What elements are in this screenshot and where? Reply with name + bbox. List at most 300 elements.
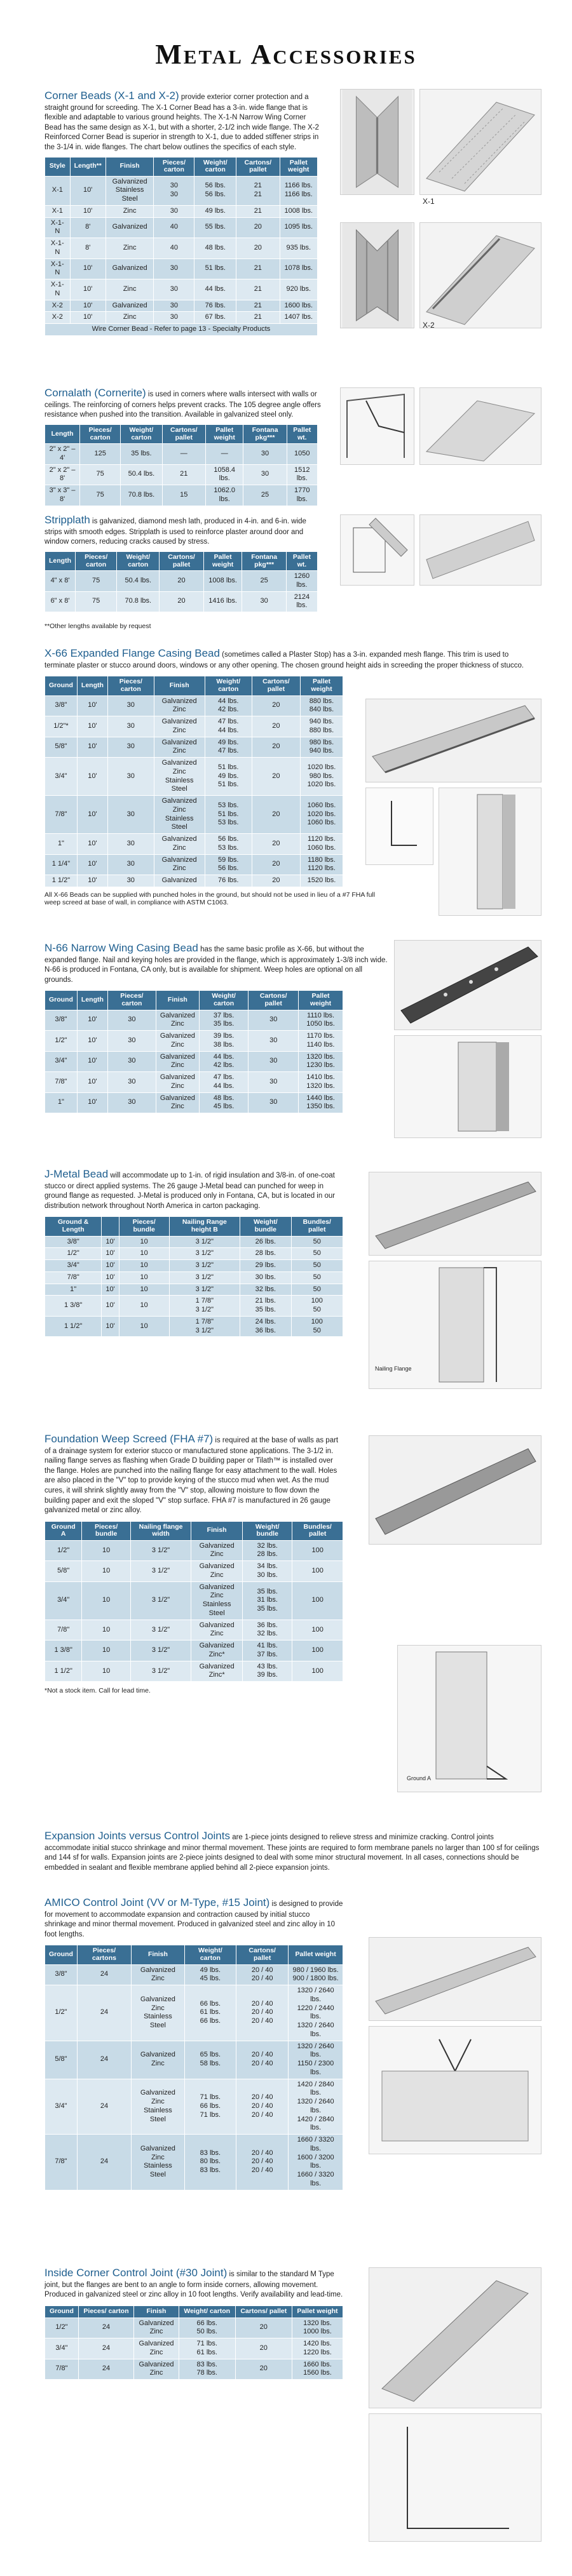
table-cell: Galvanized Zinc Stainless Steel [154, 758, 205, 796]
table-cell: 1 1/2" [45, 1316, 102, 1337]
table-cell: 1095 lbs. [280, 217, 317, 238]
table-cell: 1" [45, 1284, 102, 1296]
column-header: Pieces/ carton [154, 157, 194, 176]
n66-heading: N-66 Narrow Wing Casing Bead [44, 942, 198, 954]
table-cell: 21 [236, 300, 280, 312]
table-cell: 10' [70, 312, 106, 324]
table-row [45, 1236, 343, 1248]
table-cell: 59 lbs. 56 lbs. [205, 854, 252, 875]
table-cell: 65 lbs. 58 lbs. [184, 2041, 236, 2079]
table-cell: Galvanized Zinc [132, 1964, 185, 1985]
x66-footnote: All X-66 Beads can be supplied with punched holes in the ground, but should not be used in lieu of a #7 FHA full weep screed at base of wall, in compliance with ASTM C1063. [44, 890, 376, 906]
table-cell: Galvanized Zinc Stainless Steel [191, 1581, 243, 1620]
table-cell: 3 1/2" [169, 1260, 240, 1272]
table-cell: 36 lbs. 32 lbs. [243, 1620, 292, 1640]
table-cell: 1058.4 lbs. [205, 464, 243, 485]
table-row [45, 485, 318, 506]
table-cell: 5/8" [45, 2041, 78, 2079]
table-cell: 1/2" [45, 2318, 79, 2338]
table-cell: 3/4" [45, 758, 78, 796]
table-cell: 1008 lbs. [280, 205, 317, 217]
column-header: Nailing Range height B [169, 1217, 240, 1236]
table-cell: 10' [102, 1248, 119, 1260]
jmetal-photo [369, 1172, 541, 1256]
table-cell: 20 / 40 20 / 40 20 / 40 [236, 1985, 289, 2041]
table-row [45, 279, 318, 300]
table-cell: 29 lbs. [240, 1260, 291, 1272]
table-cell: 49 lbs. 45 lbs. [184, 1964, 236, 1985]
table-cell: Galvanized Zinc [156, 1092, 199, 1113]
table-cell: 8' [70, 238, 106, 259]
table-cell: 71 lbs. 66 lbs. 71 lbs. [184, 2079, 236, 2135]
table-cell: 21 [236, 258, 280, 279]
table-cell: 10 [119, 1316, 169, 1337]
table-cell: Galvanized Stainless Steel [106, 176, 154, 205]
table-cell: 1 3/8" [45, 1640, 82, 1661]
table-cell: 48 lbs. [194, 238, 236, 259]
table-cell: 10 [119, 1284, 169, 1296]
x1-caption: X-1 [423, 197, 435, 206]
table-cell: 3/8" [45, 1964, 78, 1985]
table-cell: 5/8" [45, 1561, 82, 1582]
table-cell: 1078 lbs. [280, 258, 317, 279]
column-header: Pieces/ cartons [77, 1945, 131, 1964]
x66-profile-diagram [365, 788, 433, 865]
table-cell: 30 lbs. [240, 1271, 291, 1284]
table-cell: 1 7/8" 3 1/2" [169, 1296, 240, 1317]
table-cell: 3 1/2" [130, 1620, 191, 1640]
column-header: Cartons/ pallet [236, 157, 280, 176]
expansion-text: are 1-piece joints designed to relieve stress and minimize cracking. Control joints accommodate initial stucco shrinkage and minor thermal movement. These joints are required to form membrane panels no larger than 100 sf for ceilings and 144 sf for walls. Expansion joints are 2-piece joints designed to deal with some minor structural movement. In all cases, connections should be embedded in sealant and flexible membrane applied behind all 2-piece expansion joints. [44, 1834, 540, 1872]
stripplath-table [44, 551, 318, 612]
x66-table [44, 676, 343, 887]
corner-bead-x1-photo [340, 89, 414, 195]
table-cell: 100 [292, 1620, 343, 1640]
amico-text: is designed to provide for movement to accommodate expansion and contraction caused by initial stucco shrinkage and minor thermal movement. Produced in galvanized steel and zinc alloy in 10 foot lengths. [44, 1900, 343, 1938]
table-cell: 4" x 8' [45, 571, 76, 592]
corner-bead-x2-closeup [419, 222, 541, 328]
table-cell: 26 lbs. [240, 1236, 291, 1248]
table-cell: 44 lbs. [194, 279, 236, 300]
column-header: Ground [45, 1945, 78, 1964]
table-note: Wire Corner Bead - Refer to page 13 - Specialty Products [45, 324, 318, 336]
table-cell: 7/8" [45, 2359, 79, 2380]
table-cell: 30 [107, 1051, 156, 1072]
table-row [45, 2338, 343, 2359]
table-cell: 10 [82, 1581, 131, 1620]
column-header: Ground [45, 991, 78, 1010]
table-row [45, 444, 318, 465]
table-cell: 980 lbs. 940 lbs. [300, 737, 343, 758]
column-header: Pallet wt. [287, 424, 317, 443]
table-cell: 10' [102, 1271, 119, 1284]
table-row [45, 258, 318, 279]
table-cell: 7/8" [45, 1271, 102, 1284]
table-cell: 980 / 1960 lbs. 900 / 1800 lbs. [289, 1964, 343, 1985]
n66-table [44, 990, 343, 1113]
table-cell: 10' [70, 258, 106, 279]
table-cell: 10' [70, 279, 106, 300]
table-cell: 10' [77, 737, 107, 758]
column-header: Length [77, 676, 107, 695]
table-cell: 75 [76, 591, 117, 612]
table-cell: Galvanized Zinc [134, 2318, 179, 2338]
column-header: Finish [132, 1945, 185, 1964]
table-cell: 21 [236, 279, 280, 300]
table-cell: 30 [107, 737, 154, 758]
inside-corner-section [44, 2266, 343, 2380]
table-cell: 10' [102, 1260, 119, 1272]
table-cell: 1770 lbs. [287, 485, 317, 506]
corner-beads-text: provide exterior corner protection and a straight ground for screeding. The X-1 Corner Bead has a 3-in. wide flange that is flexible and adaptable to various ground heights. The X-1-N Narrow Wing Corner Bead has the same design as X-1, but with a shorter, 2-1/2 inch wide flange. The X-2 Reinforced Corner Bead is superior in strength to X-1, due to added stiffener strips in the 3-1/4 in. wide flanges. The chart below outlines the specifics of each style. [44, 93, 319, 151]
table-cell: 30 [154, 312, 194, 324]
table-cell: 21 [162, 464, 205, 485]
table-cell: 83 lbs. 80 lbs. 83 lbs. [184, 2135, 236, 2190]
table-cell: 50 [291, 1260, 343, 1272]
table-cell: 3/8" [45, 1010, 78, 1031]
table-cell: 21 21 [236, 176, 280, 205]
table-cell: 10' [77, 1010, 107, 1031]
table-row [45, 2135, 343, 2190]
table-cell: 1" [45, 834, 78, 855]
stripplath-heading: Stripplath [44, 514, 90, 526]
column-header: Finish [134, 2305, 179, 2318]
table-cell: 30 [249, 1092, 299, 1113]
table-cell: 1 1/2" [45, 875, 78, 887]
table-cell: 1660 lbs. 1560 lbs. [292, 2359, 343, 2380]
table-cell: Zinc [106, 238, 154, 259]
table-cell: Galvanized Zinc [191, 1540, 243, 1561]
table-cell: 1410 lbs. 1320 lbs. [299, 1072, 343, 1093]
table-cell: 3/8" [45, 695, 78, 716]
table-cell: 30 [154, 279, 194, 300]
n66-text: has the same basic profile as X-66, but without the expanded flange. Nail and keying holes are provided in the flange, which is approximately 1-3/8 inch wide. N-66 is produced in Fontana, CA only, but is available for shipment. Weep holes are optional on all grounds. [44, 946, 388, 984]
cornalath-heading: Cornalath (Cornerite) [44, 387, 146, 399]
table-cell: 10 [119, 1260, 169, 1272]
table-cell: 100 [292, 1540, 343, 1561]
amico-heading: AMICO Control Joint (VV or M-Type, #15 Joint) [44, 1896, 270, 1909]
column-header: Weight/ bundle [243, 1521, 292, 1540]
table-cell: 1/2" [45, 1540, 82, 1561]
table-cell: 24 [77, 2079, 131, 2135]
table-cell: 10' [77, 716, 107, 737]
table-cell: 49 lbs. 47 lbs. [205, 737, 252, 758]
table-cell: 30 [107, 1092, 156, 1113]
table-cell: 71 lbs. 61 lbs. [179, 2338, 235, 2359]
table-cell: 10 [119, 1236, 169, 1248]
table-cell: 1320 lbs. 1000 lbs. [292, 2318, 343, 2338]
table-cell: 940 lbs. 880 lbs. [300, 716, 343, 737]
table-cell: 10' [77, 1051, 107, 1072]
table-row [45, 1985, 343, 2041]
table-cell: 21 lbs. 35 lbs. [240, 1296, 291, 1317]
table-cell: 49 lbs. [194, 205, 236, 217]
table-cell: 24 [77, 2041, 131, 2079]
table-row [45, 1620, 343, 1640]
table-cell: 10' [102, 1316, 119, 1337]
table-cell: 20 [252, 716, 300, 737]
table-cell: 32 lbs. [240, 1284, 291, 1296]
table-cell: 30 [107, 875, 154, 887]
column-header: Finish [156, 991, 199, 1010]
table-cell: 100 [292, 1581, 343, 1620]
table-cell: 1416 lbs. [203, 591, 242, 612]
table-row [45, 2359, 343, 2380]
table-cell: 20 [252, 695, 300, 716]
table-cell: 100 50 [291, 1296, 343, 1317]
cornalath-diagram [340, 387, 414, 465]
table-cell: 20 / 40 20 / 40 20 / 40 [236, 2135, 289, 2190]
corner-bead-x2-photo [340, 222, 414, 328]
table-cell: 32 lbs. 28 lbs. [243, 1540, 292, 1561]
weep-screed-footnote: *Not a stock item. Call for lead time. [44, 1687, 151, 1695]
table-cell: Galvanized Zinc [132, 2041, 185, 2079]
table-cell: 30 [154, 205, 194, 217]
table-cell: 10 [82, 1661, 131, 1682]
table-cell: 70.8 lbs. [117, 591, 160, 612]
stripplath-section [44, 513, 324, 630]
table-cell: 10' [70, 300, 106, 312]
table-row [45, 695, 343, 716]
table-cell: Galvanized Zinc [191, 1561, 243, 1582]
table-cell: Galvanized [106, 300, 154, 312]
table-cell: 10' [77, 796, 107, 834]
table-cell: 37 lbs. 35 lbs. [199, 1010, 248, 1031]
weep-screed-section [44, 1432, 343, 1694]
table-cell: Galvanized Zinc [156, 1010, 199, 1031]
table-cell: 10' [77, 854, 107, 875]
table-cell: Zinc [106, 312, 154, 324]
cornalath-text: is used in corners where walls intersect with walls or ceilings. The reinforcing of corners helps prevent cracks. The 105 degree angle offers resistance when pushed into the transition. Available in galvanized steel only. [44, 391, 321, 419]
table-cell: 7/8" [45, 1072, 78, 1093]
table-cell: 50 [291, 1284, 343, 1296]
table-cell: 10' [102, 1284, 119, 1296]
column-header: Finish [154, 676, 205, 695]
inside-corner-table [44, 2305, 343, 2380]
column-header: Pallet weight [280, 157, 317, 176]
table-cell: 10' [77, 875, 107, 887]
stripplath-photo [419, 514, 541, 586]
table-cell: Galvanized Zinc [156, 1031, 199, 1052]
table-cell: 1060 lbs. 1020 lbs. 1060 lbs. [300, 796, 343, 834]
table-cell: 3/4" [45, 2338, 79, 2359]
table-cell: 20 [252, 834, 300, 855]
column-header: Pallet wt. [286, 551, 317, 570]
table-cell: Galvanized Zinc* [191, 1661, 243, 1682]
table-cell: 10' [77, 834, 107, 855]
weep-screed-install-diagram [397, 1645, 541, 1792]
table-cell: 125 [80, 444, 121, 465]
expansion-section [44, 1829, 540, 1873]
table-row [45, 571, 318, 592]
table-cell: 1/2" [45, 1031, 78, 1052]
table-cell: 51 lbs. [194, 258, 236, 279]
weep-screed-caption: Ground A [407, 1775, 432, 1781]
table-cell: 10' [70, 205, 106, 217]
table-row [45, 1316, 343, 1337]
table-cell: 1 3/8" [45, 1296, 102, 1317]
table-cell: 24 [78, 2359, 133, 2380]
table-cell: Galvanized Zinc [191, 1620, 243, 1640]
table-cell: 30 [107, 1072, 156, 1093]
column-header: Pallet weight [292, 2305, 343, 2318]
table-row [45, 1051, 343, 1072]
table-cell: 76 lbs. [194, 300, 236, 312]
table-row [45, 2318, 343, 2338]
table-cell: 25 [243, 485, 287, 506]
column-header: Pieces/ carton [107, 991, 156, 1010]
table-cell: 21 [236, 312, 280, 324]
table-cell: 100 [292, 1640, 343, 1661]
table-cell: 10' [70, 176, 106, 205]
table-cell: Zinc [106, 205, 154, 217]
table-cell: 41 lbs. 37 lbs. [243, 1640, 292, 1661]
table-cell: 1260 lbs. [286, 571, 317, 592]
column-header: Length [45, 424, 80, 443]
column-header: Weight/ carton [199, 991, 248, 1010]
table-cell: 43 lbs. 39 lbs. [243, 1661, 292, 1682]
table-row [45, 2079, 343, 2135]
table-cell: 20 [236, 238, 280, 259]
column-header: Nailing flange width [130, 1521, 191, 1540]
table-row [45, 854, 343, 875]
table-cell: 56 lbs. 53 lbs. [205, 834, 252, 855]
table-cell: 30 [243, 464, 287, 485]
table-cell: 1440 lbs. 1350 lbs. [299, 1092, 343, 1113]
table-cell: 1170 lbs. 1140 lbs. [299, 1031, 343, 1052]
table-cell: 50 [291, 1271, 343, 1284]
n66-photo [394, 940, 541, 1030]
table-cell: 920 lbs. [280, 279, 317, 300]
table-row [45, 1260, 343, 1272]
table-cell: 20 [252, 875, 300, 887]
table-cell: 20 / 40 20 / 40 [236, 2041, 289, 2079]
table-cell: 2" x 2" – 8' [45, 464, 80, 485]
table-cell: 3 1/2" [130, 1561, 191, 1582]
table-row [45, 1661, 343, 1682]
table-cell: 100 [292, 1661, 343, 1682]
column-header: Fontana pkg*** [242, 551, 286, 570]
inside-corner-heading: Inside Corner Control Joint (#30 Joint) [44, 2267, 228, 2279]
table-cell: 40 [154, 238, 194, 259]
table-cell: 35 lbs. 31 lbs. 35 lbs. [243, 1581, 292, 1620]
x66-heading: X-66 Expanded Flange Casing Bead [44, 647, 220, 659]
table-row [45, 1092, 343, 1113]
table-cell: 10 [82, 1540, 131, 1561]
table-row [45, 1072, 343, 1093]
table-cell: 20 [160, 571, 204, 592]
column-header: Ground A [45, 1521, 82, 1540]
table-cell: 83 lbs. 78 lbs. [179, 2359, 235, 2380]
table-cell: Zinc [106, 279, 154, 300]
table-cell: 1 1/4" [45, 854, 78, 875]
jmetal-table [44, 1216, 343, 1337]
table-row [45, 1010, 343, 1031]
column-header: Finish [106, 157, 154, 176]
column-header: Pieces/ carton [80, 424, 121, 443]
table-cell: Galvanized [106, 217, 154, 238]
column-header: Bundles/ pallet [291, 1217, 343, 1236]
column-header: Pieces/ carton [78, 2305, 133, 2318]
x66-photo [365, 699, 541, 782]
table-cell: 44 lbs. 42 lbs. [199, 1051, 248, 1072]
table-row [45, 217, 318, 238]
expansion-heading: Expansion Joints versus Control Joints [44, 1830, 230, 1842]
table-cell: 1020 lbs. 980 lbs. 1020 lbs. [300, 758, 343, 796]
table-cell: 51 lbs. 49 lbs. 51 lbs. [205, 758, 252, 796]
column-header: Pallet weight [289, 1945, 343, 1964]
table-cell: 10 [82, 1640, 131, 1661]
table-cell: 75 [80, 464, 121, 485]
table-cell: 3" x 3" – 8' [45, 485, 80, 506]
table-cell: X-2 [45, 300, 71, 312]
table-cell: 66 lbs. 61 lbs. 66 lbs. [184, 1985, 236, 2041]
table-row [45, 1031, 343, 1052]
table-row [45, 1964, 343, 1985]
table-cell: 1407 lbs. [280, 312, 317, 324]
column-header: Ground & Length [45, 1217, 102, 1236]
table-cell: 1062.0 lbs. [205, 485, 243, 506]
table-cell: 3 1/2" [169, 1271, 240, 1284]
table-cell: X-1 [45, 176, 71, 205]
cornalath-section [44, 386, 324, 506]
table-cell: 100 50 [291, 1316, 343, 1337]
table-cell: Galvanized Zinc Stainless Steel [154, 796, 205, 834]
table-cell: 100 [292, 1561, 343, 1582]
table-cell: 50 [291, 1248, 343, 1260]
table-cell: 75 [80, 485, 121, 506]
table-row [45, 1248, 343, 1260]
table-cell: 76 lbs. [205, 875, 252, 887]
table-cell: 10' [77, 1092, 107, 1113]
table-cell: 10 [119, 1248, 169, 1260]
table-row [45, 834, 343, 855]
table-cell: 30 [107, 695, 154, 716]
table-cell: 20 / 40 20 / 40 20 / 40 [236, 2079, 289, 2135]
table-cell: 10 [82, 1561, 131, 1582]
table-cell: 8' [70, 217, 106, 238]
table-cell: 20 / 40 20 / 40 [236, 1964, 289, 1985]
table-cell: 3 1/2" [169, 1236, 240, 1248]
table-cell: 3/4" [45, 2079, 78, 2135]
n66-install-diagram [394, 1035, 541, 1138]
table-cell: 30 30 [154, 176, 194, 205]
table-row [45, 1296, 343, 1317]
table-cell: X-2 [45, 312, 71, 324]
table-cell: 20 [160, 591, 204, 612]
table-cell: Galvanized Zinc Stainless Steel [132, 2079, 185, 2135]
column-header: Cartons/ pallet [252, 676, 300, 695]
page-title: Metal Accessories [155, 39, 417, 70]
amico-install-diagram [369, 2026, 541, 2154]
table-cell: X-1-N [45, 217, 71, 238]
column-header: Pieces/ bundle [119, 1217, 169, 1236]
table-cell: 7/8" [45, 796, 78, 834]
corner-beads-heading: Corner Beads (X-1 and X-2) [44, 90, 179, 102]
table-cell: 30 [249, 1031, 299, 1052]
jmetal-caption: Nailing Flange [375, 1365, 412, 1372]
table-row [45, 591, 318, 612]
table-cell: 10' [77, 695, 107, 716]
table-cell: 3/8" [45, 1236, 102, 1248]
table-cell: Galvanized Zinc [154, 737, 205, 758]
table-row [45, 300, 318, 312]
table-cell: 5/8" [45, 737, 78, 758]
table-cell: 1320 / 2640 lbs. 1150 / 2300 lbs. [289, 2041, 343, 2079]
table-row [45, 716, 343, 737]
inside-corner-text: is similar to the standard M Type joint, but the flanges are bent to an angle to form inside corners, allowing movement. Produced in galvanized steel or zinc alloy in 10 foot lengths. Verify availability and lead-time. [44, 2271, 343, 2299]
table-cell: 56 lbs. 56 lbs. [194, 176, 236, 205]
